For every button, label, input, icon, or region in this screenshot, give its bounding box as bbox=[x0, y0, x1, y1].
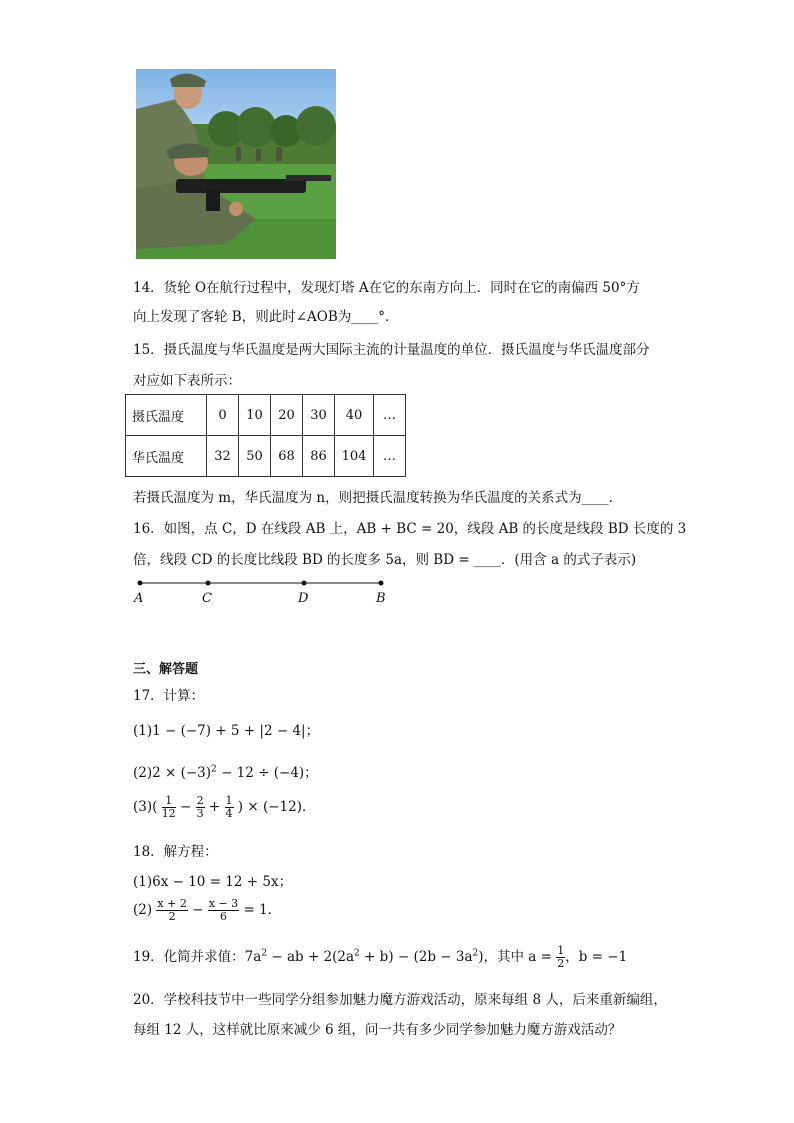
q15-line-2: 对应如下表所示： bbox=[133, 373, 241, 389]
table-cell: 20 bbox=[271, 395, 303, 436]
q17-part-1: (1)1 − (−7) + 5 + |2 − 4|； bbox=[133, 723, 320, 739]
q18-part-2-suffix: = 1． bbox=[243, 902, 282, 918]
fraction bbox=[196, 795, 205, 820]
point-d-dot bbox=[302, 581, 307, 586]
line-segment-diagram bbox=[130, 575, 400, 615]
q20-line-1: 20．学校科技节中一些同学分组参加魅力魔方游戏活动，原来每组 8 人，后来重新编组， bbox=[133, 992, 667, 1008]
temperature-table bbox=[125, 394, 406, 477]
fraction bbox=[556, 945, 565, 970]
q17-part-2 bbox=[133, 761, 318, 781]
q19-line bbox=[133, 945, 627, 970]
q17-part-2-base: (2)2 × (−3) bbox=[133, 765, 212, 781]
q19-text-5: ，b = −1 bbox=[565, 949, 628, 965]
table-cell: … bbox=[374, 436, 406, 477]
point-a-label: A bbox=[134, 591, 144, 606]
q18-title: 18．解方程： bbox=[133, 844, 218, 860]
point-b-dot bbox=[379, 581, 384, 586]
fraction bbox=[225, 795, 234, 820]
numerator: 2 bbox=[196, 794, 204, 807]
q15-line-3: 若摄氏温度为 m，华氏温度为 n，则把摄氏温度转换为华氏温度的关系式为____． bbox=[133, 490, 623, 506]
q19-text-4: )，其中 a = bbox=[478, 949, 557, 965]
point-b-label: B bbox=[376, 591, 386, 606]
table-cell: 0 bbox=[207, 395, 239, 436]
denominator: 2 bbox=[168, 910, 176, 923]
table-cell: 68 bbox=[271, 436, 303, 477]
numerator: 1 bbox=[557, 944, 565, 957]
table-row-label: 摄氏温度 bbox=[126, 395, 207, 436]
table-cell: … bbox=[374, 395, 406, 436]
point-d-label: D bbox=[298, 591, 309, 606]
table-row bbox=[126, 395, 406, 436]
q17-title: 17．计算： bbox=[133, 688, 205, 704]
table-cell: 104 bbox=[335, 436, 374, 477]
q19-text-2: − ab + 2(2a bbox=[267, 949, 355, 965]
numerator: x − 3 bbox=[208, 897, 239, 910]
q18-part-1: (1)6x − 10 = 12 + 5x； bbox=[133, 874, 293, 890]
q16-line-1: 16．如图，点 C，D 在线段 AB 上，AB + BC = 20，线段 AB 的长度是线段 BD 长度的 3 bbox=[133, 521, 687, 537]
table-cell: 50 bbox=[239, 436, 271, 477]
table-row bbox=[126, 436, 406, 477]
table-cell: 32 bbox=[207, 436, 239, 477]
fraction bbox=[162, 795, 176, 820]
point-c-label: C bbox=[202, 591, 212, 606]
numerator: 1 bbox=[225, 794, 233, 807]
q17-part-3: (3)( $\frac{1}{12}$ − $\frac{2}{3}$ + $\frac{1}{4}$ ) × (−12)． bbox=[133, 794, 316, 820]
denominator: 4 bbox=[225, 807, 233, 820]
table-cell: 86 bbox=[303, 436, 335, 477]
q16-line-2: 倍，线段 CD 的长度比线段 BD 的长度多 5a，则 BD = ____．(用含 a 的式子表示) bbox=[133, 552, 637, 568]
point-c-dot bbox=[206, 581, 211, 586]
q17-part-3-prefix: (3)( bbox=[133, 799, 158, 815]
exponent: 2 bbox=[354, 948, 360, 959]
q17-part-3-suffix: ) × (−12)． bbox=[237, 799, 316, 815]
q20-line-2: 每组 12 人，这样就比原来减少 6 组，问一共有多少同学参加魅力魔方游戏活动？ bbox=[133, 1022, 622, 1038]
denominator: 3 bbox=[196, 807, 204, 820]
table-cell: 40 bbox=[335, 395, 374, 436]
fraction bbox=[156, 898, 187, 923]
q18-part-2: (2) $\frac{x + 2}{2}$ − $\frac{x - 3}{6}$ = 1． bbox=[133, 897, 282, 923]
denominator: 6 bbox=[219, 910, 227, 923]
table-row-label: 华氏温度 bbox=[126, 436, 207, 477]
numerator: 1 bbox=[162, 795, 176, 808]
denominator: 2 bbox=[557, 957, 565, 970]
q19-text-3: + b) − (2b − 3a bbox=[359, 949, 473, 965]
exponent: 2 bbox=[261, 948, 268, 959]
table-cell: 30 bbox=[303, 395, 335, 436]
soldier-training-photo bbox=[136, 69, 336, 259]
section-heading: 三、解答题 bbox=[133, 662, 199, 677]
q15-line-1: 15．摄氏温度与华氏温度是两大国际主流的计量温度的单位．摄氏温度与华氏温度部分 bbox=[133, 342, 650, 358]
q17-part-2-rest: − 12 ÷ (−4)； bbox=[216, 765, 318, 781]
point-a-dot bbox=[138, 581, 143, 586]
q14-line-1: 14．货轮 O在航行过程中，发现灯塔 A在它的东南方向上．同时在它的南偏西 50°方 bbox=[133, 280, 640, 296]
q18-part-2-prefix: (2) bbox=[133, 902, 153, 918]
q19-text-1: 19．化简并求值：7a bbox=[133, 949, 262, 965]
fraction bbox=[208, 898, 239, 923]
q17-part-2-exponent: 2 bbox=[211, 764, 217, 775]
table-cell: 10 bbox=[239, 395, 271, 436]
exponent: 2 bbox=[472, 948, 479, 959]
q14-line-2: 向上发现了客轮 B，则此时∠AOB为____°． bbox=[133, 309, 399, 325]
denominator: 12 bbox=[161, 807, 176, 820]
numerator: x + 2 bbox=[157, 897, 187, 910]
